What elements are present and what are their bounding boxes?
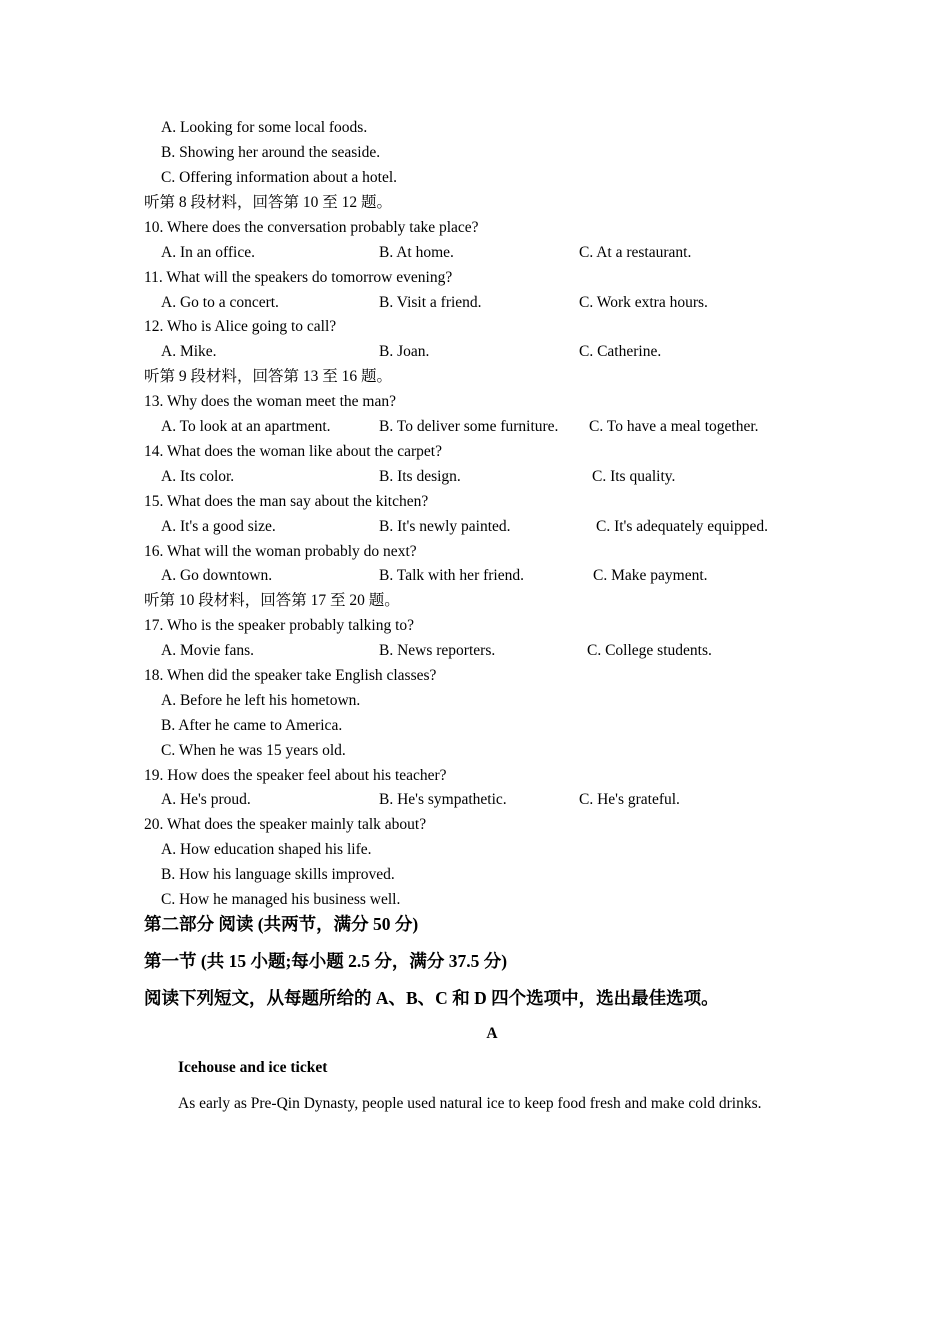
q17-option-c: C. College students. <box>587 642 712 659</box>
section-10-instruction: 听第 10 段材料，回答第 17 至 20 题。 <box>144 592 400 609</box>
q16-option-a: A. Go downtown. <box>161 567 273 584</box>
q12-option-a: A. Mike. <box>161 343 217 360</box>
question-12: 12. Who is Alice going to call? <box>144 318 337 335</box>
question-13: 13. Why does the woman meet the man? <box>144 393 396 410</box>
reading-instruction: 阅读下列短文，从每题所给的 A、B、C 和 D 四个选项中，选出最佳选项。 <box>144 988 719 1008</box>
passage-label: A <box>486 1025 498 1042</box>
q19-option-b: B. He's sympathetic. <box>379 791 507 808</box>
q10-option-a: A. In an office. <box>161 244 255 261</box>
q9-option-a: A. Looking for some local foods. <box>161 119 368 136</box>
q16-option-c: C. Make payment. <box>593 567 708 584</box>
section-8-instruction: 听第 8 段材料，回答第 10 至 12 题。 <box>144 194 393 211</box>
passage-title: Icehouse and ice ticket <box>178 1059 328 1076</box>
q20-option-c: C. How he managed his business well. <box>161 891 401 908</box>
q10-option-b: B. At home. <box>379 244 454 261</box>
question-14: 14. What does the woman like about the carpet? <box>144 443 442 460</box>
q19-option-a: A. He's proud. <box>161 791 251 808</box>
q13-option-b: B. To deliver some furniture. <box>379 418 559 435</box>
question-20: 20. What does the speaker mainly talk about? <box>144 816 427 833</box>
q9-option-b: B. Showing her around the seaside. <box>161 144 381 161</box>
q20-option-b: B. How his language skills improved. <box>161 866 395 883</box>
q11-option-b: B. Visit a friend. <box>379 294 482 311</box>
question-16: 16. What will the woman probably do next? <box>144 543 417 560</box>
q11-option-a: A. Go to a concert. <box>161 294 279 311</box>
question-19: 19. How does the speaker feel about his teacher? <box>144 767 447 784</box>
question-11: 11. What will the speakers do tomorrow evening? <box>144 269 453 286</box>
q9-option-c: C. Offering information about a hotel. <box>161 169 398 186</box>
q14-option-c: C. Its quality. <box>592 468 676 485</box>
q14-option-b: B. Its design. <box>379 468 461 485</box>
q14-option-a: A. Its color. <box>161 468 235 485</box>
q17-option-a: A. Movie fans. <box>161 642 254 659</box>
q11-option-c: C. Work extra hours. <box>579 294 708 311</box>
q17-option-b: B. News reporters. <box>379 642 496 659</box>
question-15: 15. What does the man say about the kitchen? <box>144 493 429 510</box>
q13-option-a: A. To look at an apartment. <box>161 418 331 435</box>
section-1-heading: 第一节 (共 15 小题;每小题 2.5 分，满分 37.5 分) <box>144 951 508 971</box>
section-9-instruction: 听第 9 段材料，回答第 13 至 16 题。 <box>144 368 393 385</box>
q12-option-c: C. Catherine. <box>579 343 662 360</box>
part-2-heading: 第二部分 阅读 (共两节，满分 50 分) <box>144 914 419 934</box>
q15-option-a: A. It's a good size. <box>161 518 276 535</box>
q15-option-c: C. It's adequately equipped. <box>596 518 768 535</box>
q18-option-b: B. After he came to America. <box>161 717 343 734</box>
q12-option-b: B. Joan. <box>379 343 430 360</box>
q16-option-b: B. Talk with her friend. <box>379 567 524 584</box>
question-18: 18. When did the speaker take English classes? <box>144 667 437 684</box>
question-10: 10. Where does the conversation probably take place? <box>144 219 479 236</box>
q20-option-a: A. How education shaped his life. <box>161 841 372 858</box>
q18-option-a: A. Before he left his hometown. <box>161 692 361 709</box>
q13-option-c: C. To have a meal together. <box>589 418 759 435</box>
q19-option-c: C. He's grateful. <box>579 791 680 808</box>
question-17: 17. Who is the speaker probably talking to? <box>144 617 415 634</box>
passage-paragraph: As early as Pre-Qin Dynasty, people used natural ice to keep food fresh and make cold drinks. <box>178 1095 762 1112</box>
q10-option-c: C. At a restaurant. <box>579 244 692 261</box>
q15-option-b: B. It's newly painted. <box>379 518 511 535</box>
q18-option-c: C. When he was 15 years old. <box>161 742 346 759</box>
